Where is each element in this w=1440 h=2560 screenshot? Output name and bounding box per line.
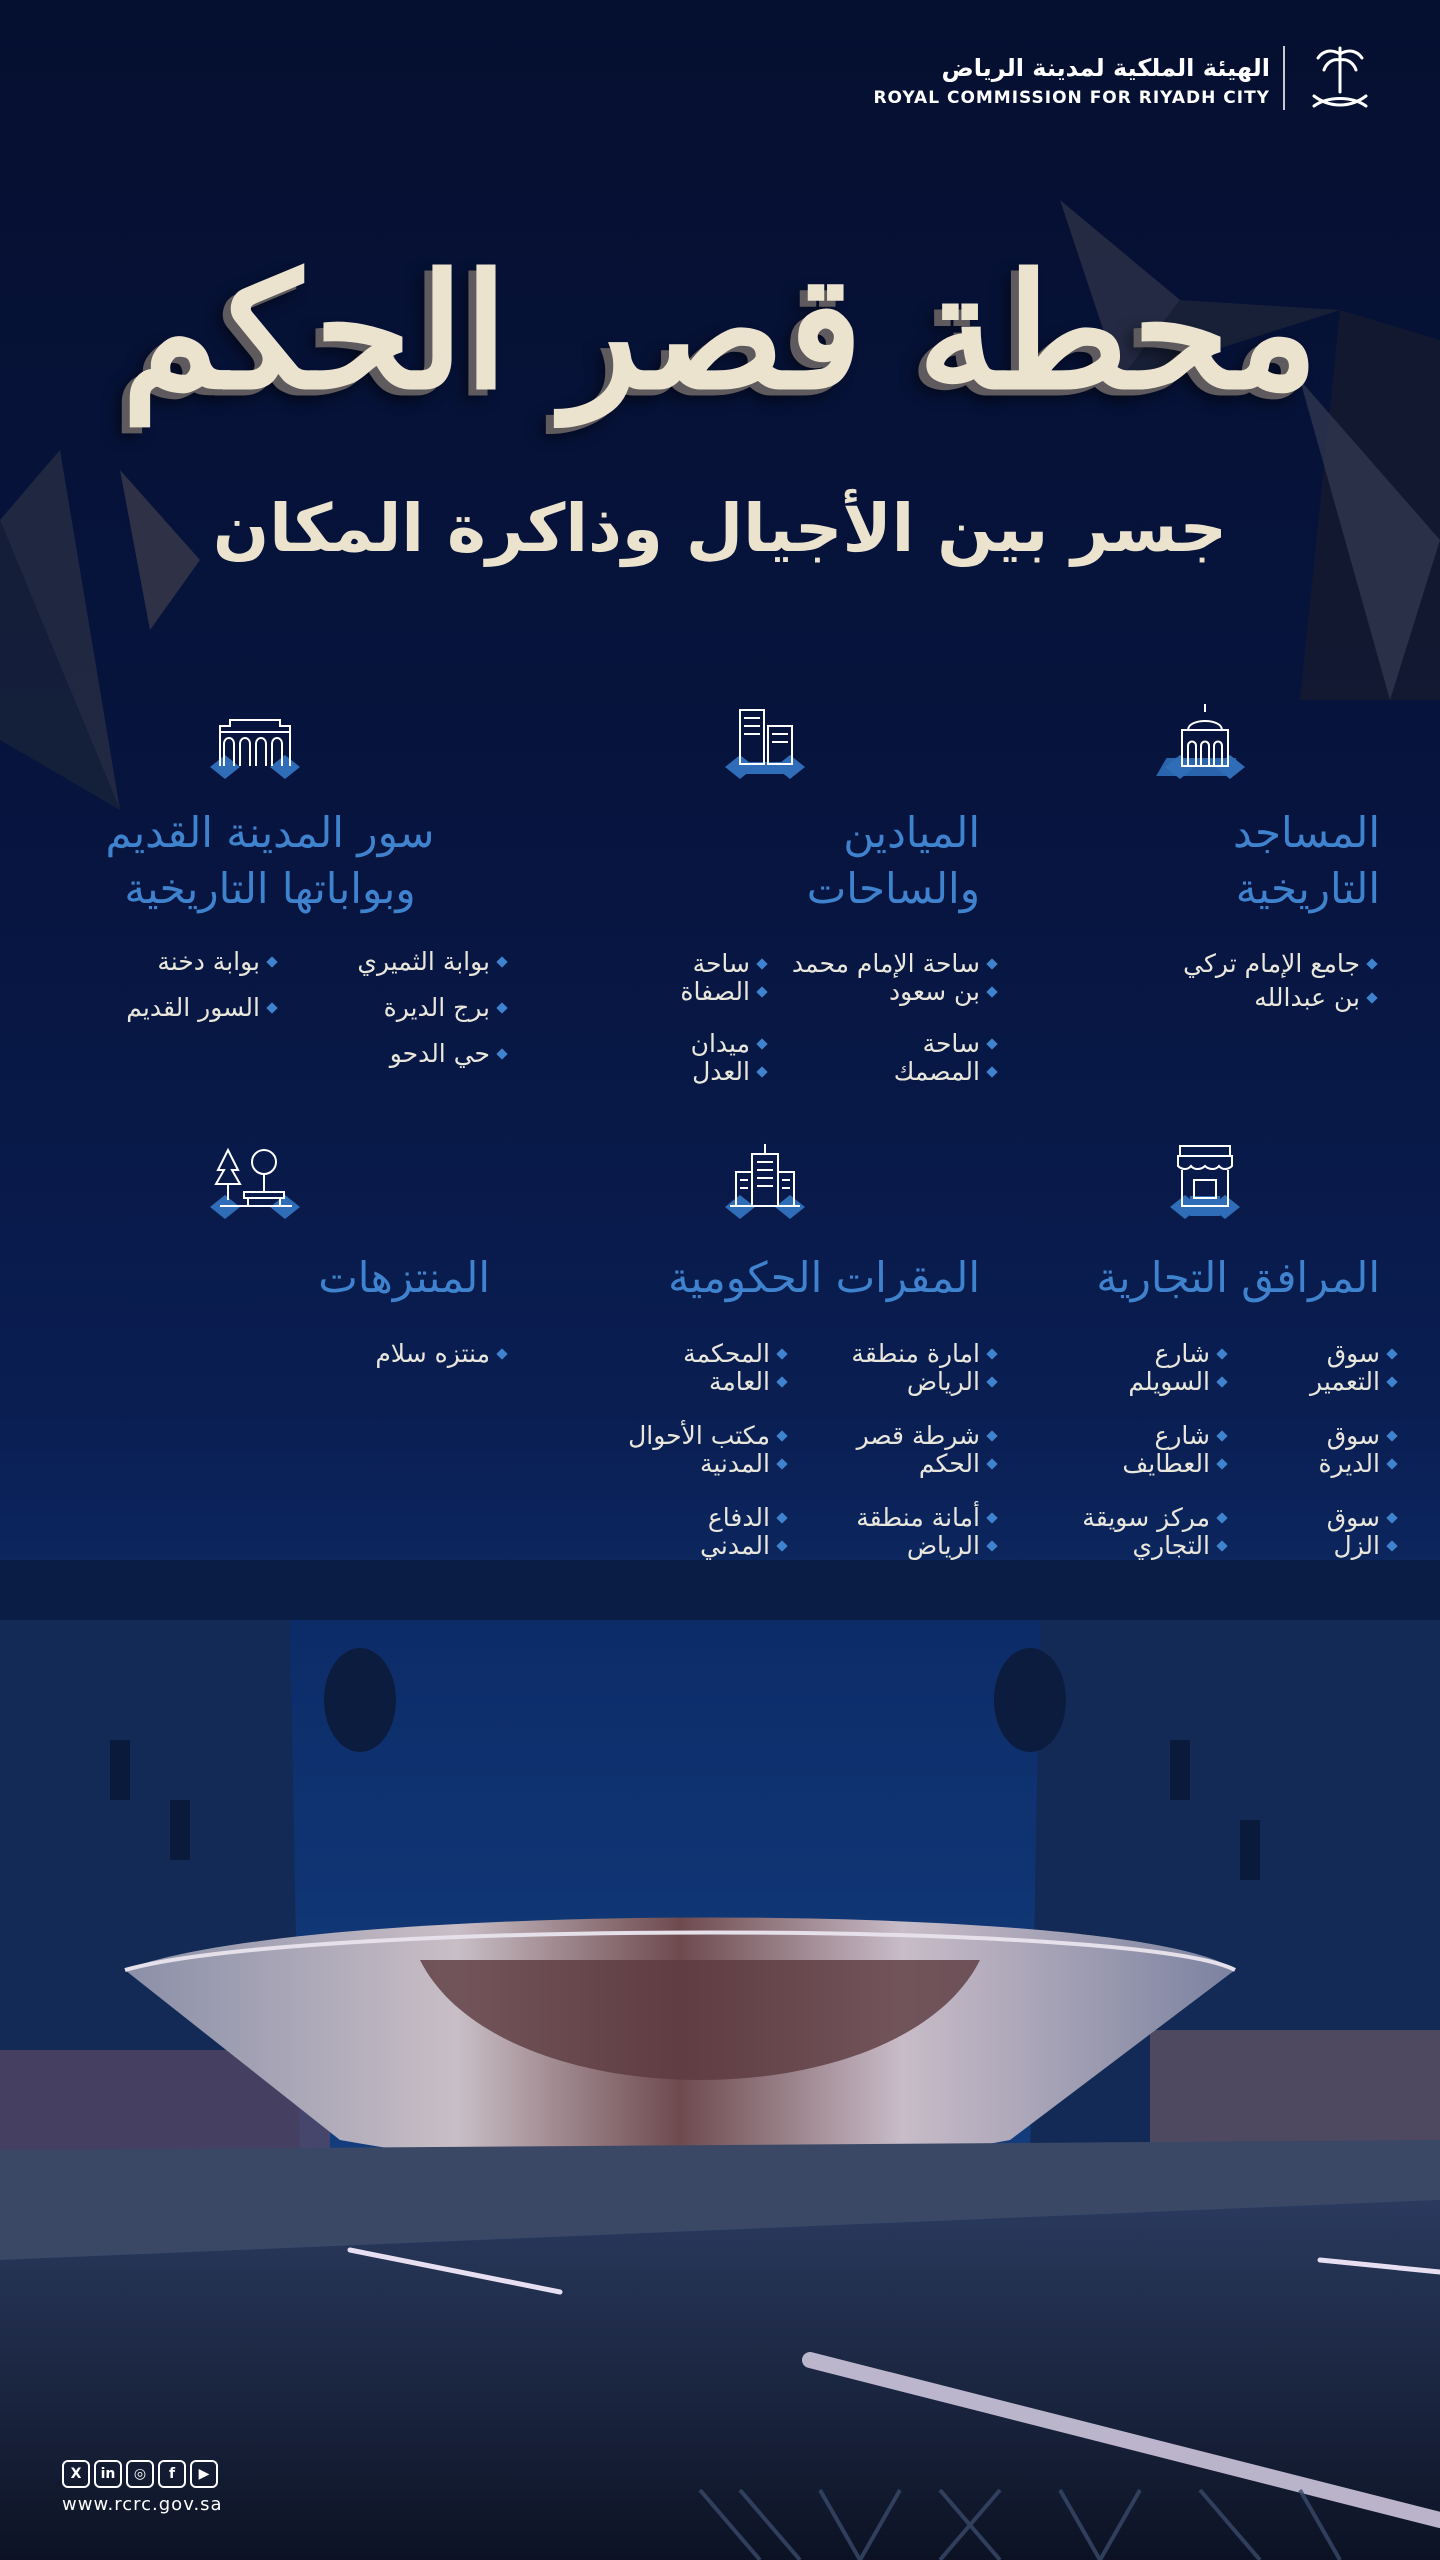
- commercial-item-6: مركز سويقة: [1082, 1503, 1210, 1532]
- squares-item-4b: العدل: [692, 1057, 750, 1086]
- page-subtitle: جسر بين الأجيال وذاكرة المكان: [212, 490, 1228, 567]
- government-item-4: مكتب الأحوال: [628, 1421, 770, 1450]
- mosques-title-line2: التاريخية: [1235, 864, 1380, 913]
- mosques-item-1: جامع الإمام تركي: [1183, 949, 1360, 978]
- squares-item-1b: بن سعود: [889, 977, 980, 1006]
- squares-item-2b: الصفاة: [680, 977, 750, 1006]
- government-item-3b: الحكم: [918, 1449, 980, 1478]
- website-url[interactable]: www.rcrc.gov.sa: [62, 2494, 223, 2515]
- government-title: المقرات الحكومية: [668, 1253, 980, 1302]
- linkedin-icon[interactable]: in: [94, 2460, 122, 2488]
- commercial-item-5b: الزل: [1333, 1531, 1380, 1560]
- parks-list: [50, 1340, 490, 1380]
- commercial-item-2b: السويلم: [1128, 1367, 1210, 1396]
- commercial-item-6b: التجاري: [1132, 1531, 1210, 1560]
- government-item-6b: المدني: [700, 1531, 770, 1560]
- commercial-title: المرافق التجارية: [1096, 1253, 1380, 1302]
- mosques-list: [940, 950, 1380, 1020]
- government-item-4b: المدنية: [699, 1449, 770, 1478]
- category-mosques: [940, 700, 1380, 1030]
- commercial-item-2: شارع: [1154, 1339, 1210, 1368]
- park-icon: [200, 1140, 310, 1220]
- commercial-item-4: شارع: [1154, 1421, 1210, 1450]
- walls-item-3: برج الديرة: [383, 993, 490, 1022]
- org-name-english: ROYAL COMMISSION FOR RIYADH CITY: [873, 88, 1270, 108]
- commercial-item-3: سوق: [1326, 1421, 1380, 1450]
- government-building-icon: [710, 1140, 820, 1220]
- org-name-arabic: الهيئة الملكية لمدينة الرياض: [941, 54, 1270, 82]
- commercial-item-5: سوق: [1326, 1503, 1380, 1532]
- squares-item-3: ساحة: [922, 1029, 980, 1058]
- commercial-item-1: سوق: [1326, 1339, 1380, 1368]
- government-item-1b: الرياض: [906, 1367, 980, 1396]
- facebook-icon[interactable]: f: [158, 2460, 186, 2488]
- squares-item-3b: المصمك: [893, 1057, 980, 1086]
- walls-list: [50, 948, 490, 1078]
- commercial-item-1b: التعمير: [1310, 1367, 1380, 1396]
- commercial-item-4b: العطايف: [1122, 1449, 1210, 1478]
- x-icon[interactable]: X: [62, 2460, 90, 2488]
- walls-item-1: بوابة الثميري: [357, 947, 490, 976]
- social-links: [62, 2460, 218, 2488]
- government-item-2b: العامة: [708, 1367, 770, 1396]
- government-item-1: امارة منطقة: [851, 1339, 980, 1368]
- category-squares: [540, 700, 980, 1100]
- station-photo: [0, 1560, 1440, 2560]
- shop-icon: [1150, 1140, 1260, 1220]
- walls-item-2: بوابة دخنة: [157, 947, 260, 976]
- city-gate-icon: [200, 700, 310, 780]
- government-item-5: أمانة منطقة: [856, 1503, 980, 1532]
- palm-swords-emblem-icon: [1300, 40, 1380, 120]
- mosque-icon: [1150, 700, 1260, 780]
- category-walls-gates: [50, 700, 490, 1080]
- walls-title-line2: وبواباتها التاريخية: [124, 864, 416, 913]
- youtube-icon[interactable]: ▶: [190, 2460, 218, 2488]
- walls-title-line1: سور المدينة القديم: [105, 808, 435, 857]
- rcrc-logo: [860, 40, 1380, 120]
- parks-item-1: منتزه سلام: [375, 1339, 490, 1368]
- mosques-item-1b: بن عبدالله: [1254, 983, 1360, 1012]
- government-item-6: الدفاع: [707, 1503, 770, 1532]
- instagram-icon[interactable]: ◎: [126, 2460, 154, 2488]
- government-item-3: شرطة قصر: [856, 1421, 980, 1450]
- walls-title: [50, 805, 490, 917]
- squares-title: [540, 805, 980, 917]
- squares-item-1: ساحة الإمام محمد: [791, 949, 980, 978]
- logo-divider: [1283, 46, 1285, 110]
- walls-item-5: حي الدحو: [389, 1039, 490, 1068]
- commercial-item-3b: الديرة: [1318, 1449, 1380, 1478]
- squares-list: [540, 950, 980, 1090]
- government-item-2: المحكمة: [683, 1339, 770, 1368]
- mosques-title: [940, 805, 1380, 917]
- category-parks: [50, 1140, 490, 1380]
- mosques-title-line1: المساجد: [1232, 808, 1380, 857]
- squares-icon: [710, 700, 820, 780]
- government-item-5b: الرياض: [906, 1531, 980, 1560]
- walls-item-4: السور القديم: [126, 993, 260, 1022]
- squares-item-2: ساحة: [692, 949, 750, 978]
- squares-title-line2: والساحات: [806, 864, 980, 913]
- page-title: محطة قصر الحكم: [121, 240, 1319, 425]
- squares-title-line1: الميادين: [843, 808, 980, 857]
- parks-title: المنتزهات: [318, 1253, 490, 1302]
- squares-item-4: ميدان: [690, 1029, 750, 1058]
